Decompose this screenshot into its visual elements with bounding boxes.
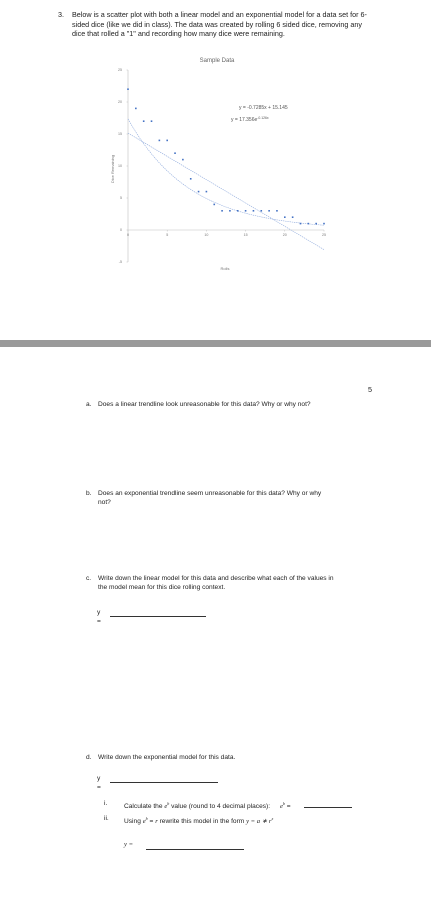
part-d-i-text bbox=[124, 799, 291, 811]
y-axis-title: Dice Remaining bbox=[110, 154, 115, 184]
x-tick-label: 15 bbox=[243, 233, 248, 237]
part-d-i-b-superscript-2: b bbox=[282, 801, 285, 806]
data-point bbox=[284, 216, 286, 218]
part-d-i-b-superscript: b bbox=[167, 801, 170, 806]
scatter-chart-svg bbox=[100, 52, 340, 284]
y-tick-label: 20 bbox=[118, 100, 122, 105]
part-d-ii-text-b: rewrite this model in the form bbox=[159, 818, 245, 826]
part-d-i-answer-line[interactable] bbox=[304, 807, 352, 808]
data-point bbox=[198, 191, 200, 193]
part-c-answer-line[interactable] bbox=[110, 616, 206, 617]
part-d-ii-b-superscript: b bbox=[145, 816, 148, 821]
part-d-i-equals: = bbox=[286, 803, 291, 811]
part-d-label: d. bbox=[86, 754, 92, 761]
data-point bbox=[260, 210, 262, 212]
data-point bbox=[190, 178, 192, 180]
part-d-i-e-symbol-2: e bbox=[279, 803, 283, 811]
worksheet-page-top bbox=[0, 0, 431, 340]
data-point bbox=[237, 210, 239, 212]
x-tick-label: 5 bbox=[166, 233, 169, 237]
part-d-ii-form-superscript: x bbox=[271, 816, 274, 821]
x-tick-label: 20 bbox=[282, 233, 287, 237]
part-c bbox=[86, 574, 406, 594]
part-d-ii-e-symbol: e bbox=[142, 818, 146, 826]
part-d-final-answer-line[interactable] bbox=[146, 849, 244, 850]
part-b-text-2: not? bbox=[98, 499, 111, 506]
exponential-equation-base: y = 17.356e bbox=[231, 117, 258, 123]
worksheet-page-bottom bbox=[0, 347, 431, 913]
data-point bbox=[213, 204, 215, 206]
part-d-i-label: i. bbox=[104, 800, 108, 807]
part-c-text-2: the model mean for this dice rolling context. bbox=[98, 584, 226, 591]
part-b-text-1: Does an exponential trendline seem unreasonable for this data? Why or why bbox=[98, 490, 322, 497]
data-point bbox=[245, 210, 247, 212]
chart-title: Sample Data bbox=[199, 58, 235, 64]
part-d-i-text-b: value (round to 4 decimal places): bbox=[171, 803, 271, 811]
data-point bbox=[206, 191, 208, 193]
linear-equation-label: y = -0.7285x + 15.145 bbox=[239, 105, 288, 111]
data-point bbox=[143, 120, 145, 122]
part-d-y-prompt: y = bbox=[97, 775, 101, 791]
part-d-ii-text-a: Using bbox=[124, 818, 141, 826]
y-tick-label: 25 bbox=[118, 68, 122, 73]
data-point bbox=[127, 88, 129, 90]
part-c-label: c. bbox=[86, 575, 92, 582]
part-d-answer-line[interactable] bbox=[110, 782, 218, 783]
page-number: 5 bbox=[368, 385, 372, 394]
scatter-chart bbox=[100, 52, 340, 284]
part-b-label: b. bbox=[86, 490, 92, 497]
y-tick-label: -5 bbox=[118, 260, 122, 265]
question-text: Below is a scatter plot with both a linear model and an exponential model for a data set for 6-sided dice (like we did in class). The data was created by rolling 6 sided dice, removing any dice that rolled a "1" and recording how many dice were remaining. bbox=[72, 10, 367, 39]
question-number: 3. bbox=[58, 10, 64, 19]
data-point bbox=[276, 210, 278, 212]
exponential-equation-label bbox=[231, 116, 269, 123]
data-point bbox=[229, 210, 231, 212]
x-tick-label: 0 bbox=[127, 233, 129, 237]
data-point bbox=[159, 140, 161, 142]
chart-points bbox=[127, 88, 325, 224]
data-point bbox=[315, 223, 317, 225]
part-d-ii-text bbox=[124, 814, 273, 826]
chart-axes bbox=[118, 68, 326, 264]
part-d-ii-equals: = bbox=[149, 818, 154, 826]
data-point bbox=[308, 223, 310, 225]
part-a-label: a. bbox=[86, 401, 92, 408]
part-d-ii-form: y = a ∗ r bbox=[246, 818, 272, 826]
part-d-text: Write down the exponential model for this data. bbox=[98, 754, 236, 761]
y-tick-label: 0 bbox=[120, 228, 122, 233]
data-point bbox=[135, 108, 137, 110]
part-c-text-1: Write down the linear model for this data and describe what each of the values in bbox=[98, 575, 334, 582]
data-point bbox=[300, 223, 302, 225]
x-tick-label: 10 bbox=[204, 233, 209, 237]
data-point bbox=[166, 140, 168, 142]
data-point bbox=[182, 159, 184, 161]
part-b bbox=[86, 489, 406, 509]
data-point bbox=[151, 120, 153, 122]
y-tick-label: 5 bbox=[120, 196, 122, 201]
data-point bbox=[221, 210, 223, 212]
exponential-equation-exponent: -0.126x bbox=[257, 116, 269, 120]
part-d-i-text-a: Calculate the bbox=[124, 803, 163, 811]
data-point bbox=[323, 223, 325, 225]
part-d-ii-r-symbol: r bbox=[155, 818, 158, 826]
data-point bbox=[253, 210, 255, 212]
exponential-trendline bbox=[128, 119, 324, 225]
part-d-ii-label: ii. bbox=[104, 815, 109, 822]
y-tick-label: 15 bbox=[118, 132, 122, 137]
x-axis-title: Rolls bbox=[220, 266, 230, 271]
page-separator bbox=[0, 340, 431, 347]
linear-trendline bbox=[128, 133, 324, 250]
x-tick-label: 25 bbox=[322, 233, 326, 237]
y-tick-label: 10 bbox=[118, 164, 122, 169]
data-point bbox=[292, 216, 294, 218]
part-a-text: Does a linear trendline look unreasonable for this data? Why or why not? bbox=[98, 401, 311, 408]
data-point bbox=[174, 152, 176, 154]
data-point bbox=[268, 210, 270, 212]
part-d-i-e-symbol: e bbox=[164, 803, 168, 811]
part-c-y-prompt: y = bbox=[97, 609, 101, 625]
part-d-final-y-prompt: y = bbox=[124, 841, 134, 848]
